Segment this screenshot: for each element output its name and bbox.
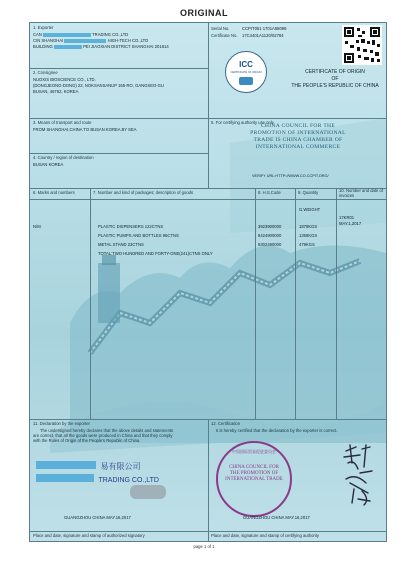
invoice-date: MAY.1,2017 [339, 221, 362, 226]
page-number: page 1 of 1 [193, 544, 215, 549]
certificate-title [285, 69, 385, 90]
redaction-bar [36, 474, 94, 482]
consignee-label: 2. Consignee [33, 70, 58, 75]
icc-caption: CERTIFICATE OF ORIGIN [230, 71, 262, 74]
divider-3 [30, 153, 208, 154]
icc-seal [225, 51, 267, 93]
destination-value: BUSAN KOREA [33, 162, 64, 167]
goods-qty-1: 1879KGS [299, 224, 318, 229]
divider-2 [30, 118, 386, 119]
divider-1 [30, 68, 208, 69]
qty-header-value: G.WEIGHT [299, 207, 321, 212]
redaction-bar [64, 39, 106, 43]
exporter-label: 1. Exporter [33, 25, 54, 30]
ccpit-watermark-text [248, 123, 348, 163]
goods-hs-3: 8302490000 [258, 242, 282, 247]
transport-value: FROM SHANGHAI,CHINA TO BUSAN KOREA BY SEA [33, 127, 137, 132]
goods-qty-2: 1358KGS [299, 233, 318, 238]
hs-code-header: 8. H.S.Code [258, 190, 281, 195]
certification-label: 12. Certification [211, 421, 241, 426]
divider-v-top [208, 23, 209, 188]
goods-hs-2: 8424900000 [258, 233, 282, 238]
goods-desc-1: PLASTIC DISPENSERS 122CTNS [98, 224, 164, 229]
cert-no-label: Certificate No. [211, 33, 238, 38]
exporter-company-en: TRADING CO.,LTD [98, 477, 159, 484]
divider-col6 [90, 188, 91, 419]
icc-emblem-icon [239, 77, 253, 85]
divider-4 [30, 188, 386, 189]
serial-value: CCPIT051 1701A58098 [242, 26, 287, 31]
goods-qty-3: 479KGS [299, 242, 315, 247]
exporter-line-1: CAN TRADING CO.,LTD [33, 32, 129, 37]
qr-code-icon [342, 25, 382, 65]
declaration-label: 11. Declaration by the exporter [33, 421, 90, 426]
redaction-bar [36, 461, 96, 469]
divider-6 [30, 531, 386, 532]
ccpit-line-3: TRADE IS CHINA CHAMBER OF [253, 137, 343, 143]
ccpit-official-stamp [216, 441, 292, 517]
cert-no-value: 17C4401A1120/02784 [242, 33, 284, 38]
cert-title-line-3: THE PEOPLE'S REPUBLIC OF CHINA [291, 83, 379, 89]
handwritten-signature [340, 443, 370, 513]
cert-title-line-2: OF [331, 76, 339, 82]
cert-title-line-1: CERTIFICATE OF ORIGIN [305, 69, 365, 75]
declaration-footer: Place and date, signature and stamp of authorized signatory [33, 533, 145, 538]
redaction-bar [43, 33, 91, 37]
ccpit-line-2: PROMOTION OF INTERNATIONAL [250, 130, 346, 136]
declaration-text-1: The undersigned hereby declares that the above details and statements [40, 428, 174, 433]
signature-blur [130, 485, 166, 499]
destination-label: 4. Country / region of destination [33, 155, 94, 160]
invoice-header: 10. Number and date of invoices [339, 188, 383, 198]
divider-goods-header [30, 199, 386, 200]
divider-col9 [336, 188, 337, 419]
divider-col8 [295, 188, 296, 419]
divider-v-bottom [208, 419, 209, 541]
ccpit-line-1: CHINA COUNCIL FOR THE [260, 123, 336, 129]
divider-col7 [255, 188, 256, 419]
verify-url: VERIFY URL:HTTP://WWW.CO.CCPIT.ORG/ [252, 174, 329, 178]
invoice-number: 17KR01 [339, 215, 355, 220]
exporter-company-cn: 易有限公司 [100, 462, 141, 471]
serial-label: Serial No. [211, 26, 230, 31]
marks-header: 6. Marks and numbers [33, 190, 75, 195]
description-header: 7. Number and kind of packages; description of goods [93, 190, 194, 195]
stamp-cn-text: 中国国际贸易促进委员会 [232, 449, 276, 454]
ccpit-line-4: INTERNATIONAL COMMERCE [255, 144, 341, 150]
goods-total: TOTAL:TWO HUNDRED AND FORTY-ONE(241)CTNS ONLY [98, 251, 213, 256]
icc-logo-text: ICC [239, 60, 253, 69]
stamp-en-text: CHINA COUNCIL FOR THE PROMOTION OF INTERNATIONAL TRADE [225, 465, 283, 482]
marks-value: N/M [33, 224, 41, 229]
certification-text: It is hereby certified that the declaration by the exporter is correct. [216, 428, 338, 433]
exporter-line-2: CIN SHANGHAI HIGH-TECH CO.,LTD [33, 38, 149, 43]
exporter-line-3: BUILDING PEI JIAOXIAN DISTRICT SHANGHAI 201614 [33, 44, 169, 49]
quantity-header: 9. Quantity [298, 190, 319, 195]
declaration-place-date: GUANGZHOU CHINA MAY.16,2017 [64, 515, 131, 520]
signature-icon [340, 443, 376, 509]
certification-footer: Place and date, signature and stamp of certifying authority [211, 533, 320, 538]
consignee-line-1: NUOXIS BIOSCIENCE CO., LTD. [33, 77, 96, 82]
consignee-line-2: (DONGJEONG-DONG) 22, NOKSANSANUP 165-RO, GANGSEO-GU [33, 83, 164, 88]
goods-hs-1: 3923900000 [258, 224, 282, 229]
certificate-sheet [29, 22, 387, 542]
transport-label: 3. Means of transport and route [33, 120, 92, 125]
declaration-text-2: are correct, that all the goods were produced in China and that they comply [33, 433, 173, 438]
certification-place-date: GUANGZHOU CHINA MAY.16,2017 [243, 515, 310, 520]
declaration-text-3: with the Rules of Origin of the People's Republic of China. [33, 438, 141, 443]
goods-desc-3: METAL STAND 23CTNS [98, 242, 144, 247]
consignee-line-3: BUSAN, 46752, KOREA [33, 89, 79, 94]
document-title: ORIGINAL [180, 8, 228, 18]
redaction-bar [54, 45, 82, 49]
goods-desc-2: PLASTIC PUMPS AND BOTTLES 96CTNS [98, 233, 179, 238]
authority-label: 5. For certifying authority use only [211, 120, 274, 125]
